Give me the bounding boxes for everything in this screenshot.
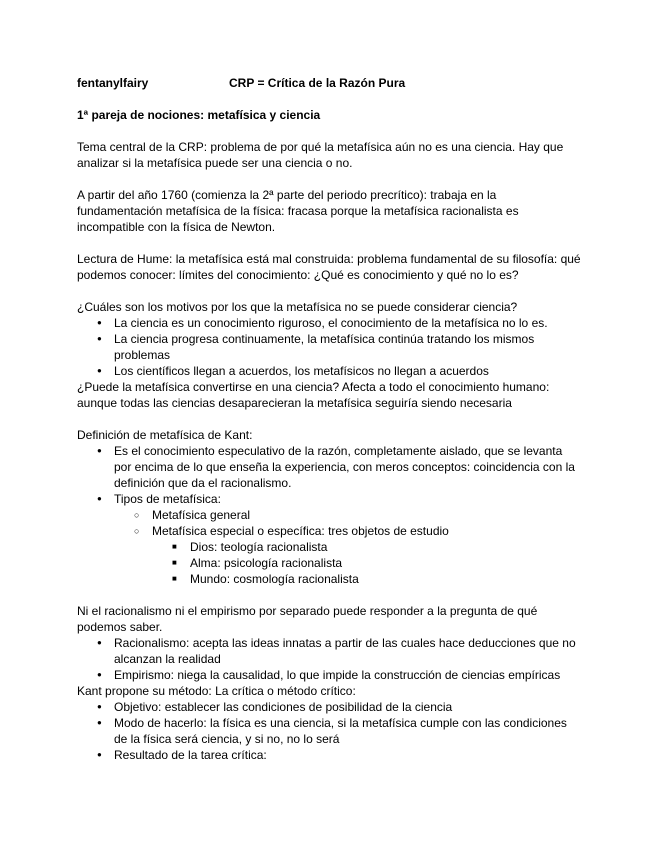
document-page bbox=[77, 76, 582, 763]
list-item: ○ Metafísica especial o específica: tres objetos de estudio bbox=[77, 523, 582, 539]
document-header bbox=[77, 76, 582, 92]
list-item: ○ Metafísica general bbox=[77, 507, 582, 523]
kant-method: Kant propone su método: La crítica o método crítico: bbox=[77, 684, 356, 698]
types-label: Tipos de metafísica: bbox=[114, 492, 221, 506]
method-intro: Ni el racionalismo ni el empirismo por separado puede responder a la pregunta de qué podemos saber. bbox=[77, 604, 538, 634]
method-points-list bbox=[77, 699, 582, 763]
list-item: ■ Alma: psicología racionalista bbox=[77, 555, 582, 571]
paragraph-central-theme: Tema central de la CRP: problema de por qué la metafísica aún no es una ciencia. Hay que analizar si la metafísica puede ser una ciencia o no. bbox=[77, 140, 564, 170]
objects-list bbox=[77, 539, 582, 587]
paragraph-1760: A partir del año 1760 (comienza la 2ª parte del periodo precrítico): trabaja en la fundamentación metafísica de la física: fracasa porque la metafísica racionalista es incompatible con la física de Newton. bbox=[77, 188, 519, 234]
list-item: ● Empirismo: niega la causalidad, lo que impide la construcción de ciencias empíricas bbox=[77, 667, 582, 683]
question-can-become-science: ¿Puede la metafísica convertirse en una ciencia? Afecta a todo el conocimiento humano: aunque todas las ciencias desaparecieran la metafísica seguiría siendo necesaria bbox=[77, 380, 550, 410]
list-item: ● Objetivo: establecer las condiciones de posibilidad de la ciencia bbox=[77, 699, 582, 715]
list-item: ● La ciencia es un conocimiento riguroso, el conocimiento de la metafísica no lo es. bbox=[77, 315, 582, 331]
list-item: ● La ciencia progresa continuamente, la metafísica continúa tratando los mismos problemas bbox=[77, 331, 582, 363]
types-list bbox=[77, 507, 582, 539]
list-item: ● Resultado de la tarea crítica: bbox=[77, 747, 582, 763]
definition-list bbox=[77, 443, 582, 507]
author-name: fentanylfairy bbox=[77, 76, 149, 90]
list-item: ● Modo de hacerlo: la física es una ciencia, si la metafísica cumple con las condiciones de la física será ciencia, y si no, no lo será bbox=[77, 715, 582, 747]
list-item: ● Es el conocimiento especulativo de la razón, completamente aislado, que se levanta por encima de lo que enseña la experiencia, con meros conceptos: coincidencia con la definición que da el racionalismo. bbox=[77, 443, 582, 491]
question-motives: ¿Cuáles son los motivos por los que la metafísica no se puede considerar ciencia? bbox=[77, 300, 518, 314]
reasons-list bbox=[77, 315, 582, 379]
definition-intro: Definición de metafísica de Kant: bbox=[77, 428, 253, 442]
paragraph-hume: Lectura de Hume: la metafísica está mal construida: problema fundamental de su filosofía: qué podemos conocer: límites del conocimiento: ¿Qué es conocimiento y qué no lo es? bbox=[77, 252, 581, 282]
list-item: ● Racionalismo: acepta las ideas innatas a partir de las cuales hace deducciones que no alcanzan la realidad bbox=[77, 635, 582, 667]
list-item: ■ Mundo: cosmología racionalista bbox=[77, 571, 582, 587]
list-item bbox=[77, 491, 582, 507]
document-title: CRP = Crítica de la Razón Pura bbox=[229, 76, 406, 90]
schools-list bbox=[77, 635, 582, 683]
list-item: ● Los científicos llegan a acuerdos, los metafísicos no llegan a acuerdos bbox=[77, 363, 582, 379]
section-heading: 1ª pareja de nociones: metafísica y ciencia bbox=[77, 108, 321, 122]
list-item: ■ Dios: teología racionalista bbox=[77, 539, 582, 555]
